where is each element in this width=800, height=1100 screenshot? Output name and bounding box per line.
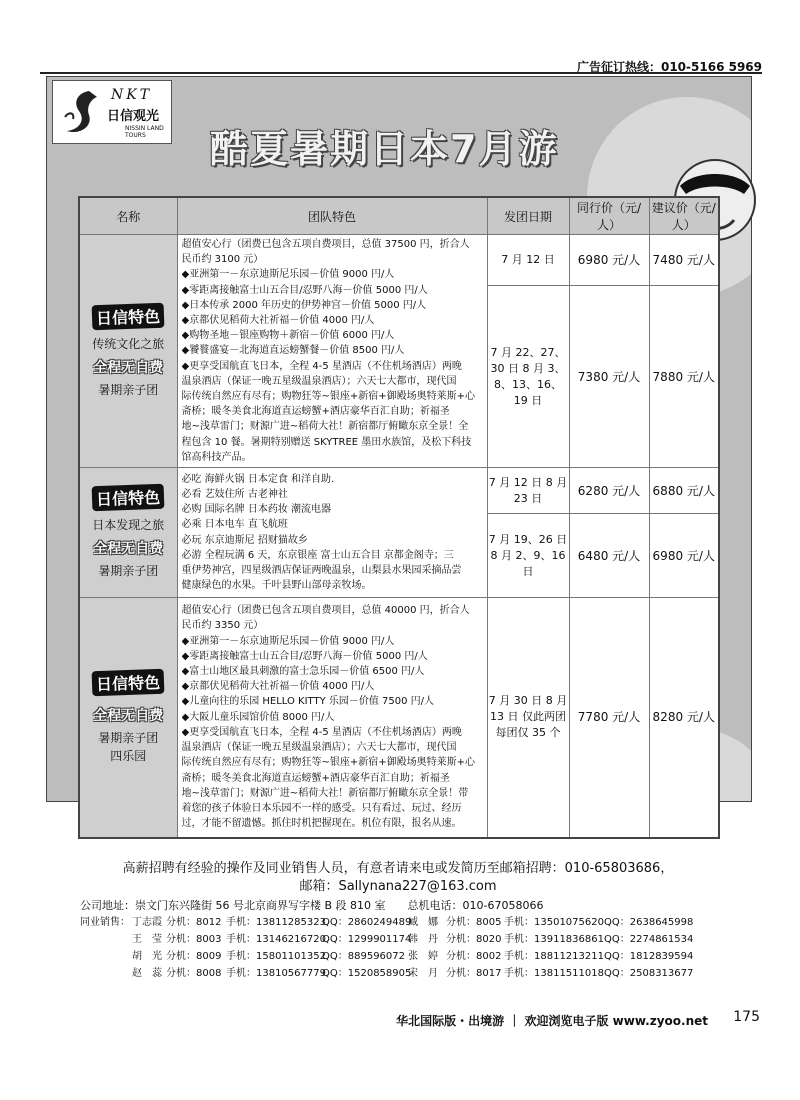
sales-qq: QQ：1812839594 <box>604 951 694 962</box>
headline: 酷夏暑期日本7月游 <box>210 127 559 171</box>
tour-features: 超值安心行（团费已包含五项自费项目，总值 40000 円，折合人 民币约 3350 元） ◆亚洲第一－东京迪斯尼乐园－价值 9000 円/人 ◆零距离接触富士山五合目/忍野八海－价值 5000 円/人 ◆富士山地区最具刺激的富士急乐园－价值 6500 円/人 ◆京都伏见稻荷大社祈福－价值 4000 円/人 ◆儿童向往的乐园 HELLO KITTY 乐园－价值 7500 円/人 ◆大阪儿童乐园馆价值 8000 円/人 ◆更享受国航直飞日本，全程 4-5 星酒店（不住机场酒店）两晚 温泉酒店（保证一晚五星级温泉酒店）；六天七大都市，现代国 际传统自然应有尽有；购物狂等~银座+新宿+御殿场奥特莱斯+心 斋桥；暖冬美食北海道直运螃蟹+酒店豪华百汇自助；祈福圣 地~浅草雷门；财源广进~稻荷大社！新宿都厅俯瞰东京全景！带 着您的孩子体验日本乐园不一样的感受。只有看过、玩过、经历 过，才能不留遗憾。抓住时机把握现在。机位有限，报名从速。 <box>177 598 487 838</box>
suggested-price: 6980 元/人 <box>649 514 719 598</box>
sales-qq: QQ：2860249489 <box>322 917 412 928</box>
logo-nkt: NKT <box>111 87 153 103</box>
tour-name-cell <box>79 468 177 598</box>
header-trade-price: 同行价（元/人） <box>569 197 649 235</box>
tour-type: 暑期亲子团 <box>98 564 159 579</box>
brand-badge: 日信特色 <box>92 484 165 511</box>
recruit-email: 邮箱：Sallynana227@163.com <box>299 879 497 894</box>
trade-price: 7780 元/人 <box>569 598 649 838</box>
sales-qq: QQ：2508313677 <box>604 968 694 979</box>
sales-name: 张 婷 <box>408 951 438 962</box>
list-item <box>80 965 694 982</box>
no-extra-fee-label: 全程无自费 <box>93 707 164 724</box>
suggested-price: 7480 元/人 <box>649 235 719 286</box>
sales-mobile: 手机：13811511018 <box>504 968 604 979</box>
table-row <box>79 598 719 838</box>
logo-cn: 日信观光 <box>107 109 160 124</box>
sales-ext: 分机：8009 <box>166 951 222 962</box>
header-date: 发团日期 <box>487 197 569 235</box>
header-features: 团队特色 <box>177 197 487 235</box>
tour-name-cell <box>79 598 177 838</box>
trade-price: 6980 元/人 <box>569 235 649 286</box>
swan-icon <box>59 87 101 137</box>
sales-qq: QQ：2274861534 <box>604 934 694 945</box>
sales-ext: 分机：8003 <box>166 934 222 945</box>
logo-en: NISSIN LAND TOURS <box>125 125 164 139</box>
header-name: 名称 <box>79 197 177 235</box>
tour-name-cell <box>79 235 177 468</box>
header-suggested-price: 建议价（元/人） <box>649 197 719 235</box>
tour-name: 日本发现之旅 <box>92 518 165 533</box>
sales-ext: 分机：8012 <box>166 917 222 928</box>
sales-mobile: 手机：13501075620 <box>504 917 604 928</box>
sales-ext: 分机：8008 <box>166 968 222 979</box>
sales-mobile: 手机：15801101352 <box>226 951 326 962</box>
tour-name: 四乐园 <box>110 748 147 763</box>
sales-name: 胡 光 <box>132 951 162 962</box>
trade-price: 7380 元/人 <box>569 286 649 468</box>
sales-mobile: 手机：13911836861 <box>504 934 604 945</box>
departure-date: 7 月 30 日 8 月 13 日 仅此两团 每团仅 35 个 <box>487 598 569 838</box>
sales-ext: 分机：8005 <box>446 917 502 928</box>
departure-date: 7 月 22、27、30 日 8 月 3、8、13、16、19 日 <box>487 286 569 468</box>
tour-type: 暑期亲子团 <box>98 730 159 745</box>
brand-badge: 日信特色 <box>92 302 165 329</box>
sales-name: 宋 月 <box>408 968 438 979</box>
sales-contacts <box>80 914 694 982</box>
tour-features: 必吃 海鲜火锅 日本定食 和洋自助. 必看 艺妓住所 古老神社 必购 国际名牌 日本药妆 潮流电器 必乘 日本电车 直飞航班 必玩 东京迪斯尼 招财猫故乡 必游 全程玩满 6 天，东京银座 富士山五合目 京都金阁寺；三 重伊势神宫，四星级酒店保证两晚温泉，山梨县水果园采摘品尝 健康绿色的水果。千叶县野山部母亲牧场。 <box>177 468 487 598</box>
trade-price: 6280 元/人 <box>569 468 649 514</box>
suggested-price: 6880 元/人 <box>649 468 719 514</box>
tour-name: 传统文化之旅 <box>92 336 165 351</box>
sales-qq: QQ：1299901174 <box>322 934 412 945</box>
no-extra-fee-label: 全程无自费 <box>93 541 164 558</box>
departure-date: 7 月 12 日 <box>487 235 569 286</box>
sales-mobile: 手机：18811213211 <box>504 951 604 962</box>
tour-features: 超值安心行（团费已包含五项自费项目，总值 37500 円，折合人 民币约 3100 元） ◆亚洲第一－东京迪斯尼乐园－价值 9000 円/人 ◆零距离接触富士山五合目/忍野八海－价值 5000 円/人 ◆日本传承 2000 年历史的伊势神宫－价值 5000 円/人 ◆京都伏见稻荷大社祈福－价值 4000 円/人 ◆购物圣地－银座购物＋新宿－价值 6000 円/人 ◆饕餮盛宴－北海道直运螃蟹餐－价值 8500 円/人 ◆更享受国航直飞日本，全程 4-5 星酒店（不住机场酒店）两晚 温泉酒店（保证一晚五星级温泉酒店）；六天七大都市，现代国 际传统自然应有尽有；购物狂等~银座+新宿+御殿场奥特莱斯+心 斋桥；暖冬美食北海道直运螃蟹+酒店豪华百汇自助；祈福圣 地~浅草雷门；财源广进~稻荷大社！新宿都厅俯瞰东京全景！全 程包含 10 餐。暑期特别赠送 SKYTREE 墨田水族馆，及松下科技 馆高科技产品。 <box>177 235 487 468</box>
table-row <box>79 235 719 286</box>
sales-ext: 分机：8020 <box>446 934 502 945</box>
recruit-line: 高薪招聘有经验的操作及同业销售人员，有意者请来电或发简历至邮箱招聘：010-65803686， <box>122 861 674 876</box>
page-number: 175 <box>733 1009 760 1025</box>
sales-name: 韩 丹 <box>408 934 438 945</box>
list-item <box>80 931 694 948</box>
sales-name: 赵 蕊 <box>132 968 162 979</box>
company-address: 公司地址：崇文门东兴隆街 56 号北京商界写字楼 B 段 810 室 总机电话：010-67058066 <box>80 899 544 912</box>
company-logo <box>52 80 172 144</box>
sales-qq: QQ：889596072 <box>322 951 406 962</box>
suggested-price: 8280 元/人 <box>649 598 719 838</box>
ad-hotline: 广告征订热线：010-5166 5969 <box>576 60 762 74</box>
tour-type: 暑期亲子团 <box>98 382 159 397</box>
departure-date: 7 月 12 日 8 月 23 日 <box>487 468 569 514</box>
sales-name: 丁志霞 <box>132 917 162 928</box>
sales-mobile: 手机：13810567779 <box>226 968 326 979</box>
sales-ext: 分机：8002 <box>446 951 502 962</box>
list-item <box>80 948 694 965</box>
sales-qq: QQ：2638645998 <box>604 917 694 928</box>
sales-ext: 分机：8017 <box>446 968 502 979</box>
sales-mobile: 手机：13811285323 <box>226 917 326 928</box>
table-row <box>79 468 719 514</box>
list-item <box>80 914 694 931</box>
sales-name: 臧 娜 <box>408 917 438 928</box>
brand-badge: 日信特色 <box>92 669 165 696</box>
no-extra-fee-label: 全程无自费 <box>93 359 164 376</box>
trade-price: 6480 元/人 <box>569 514 649 598</box>
recruitment-notice <box>78 860 718 896</box>
top-rule <box>40 72 762 74</box>
departure-date: 7 月 19、26 日 8 月 2、9、16 日 <box>487 514 569 598</box>
footer-text: 华北国际版・出境游 ｜ 欢迎浏览电子版 www.zyoo.net <box>396 1014 708 1028</box>
suggested-price: 7880 元/人 <box>649 286 719 468</box>
sales-name: 王 莹 <box>132 934 162 945</box>
sales-qq: QQ：1520858905 <box>322 968 412 979</box>
sales-label: 同业销售： <box>80 917 130 928</box>
sales-mobile: 手机：13146216720 <box>226 934 326 945</box>
tour-table <box>78 196 720 839</box>
